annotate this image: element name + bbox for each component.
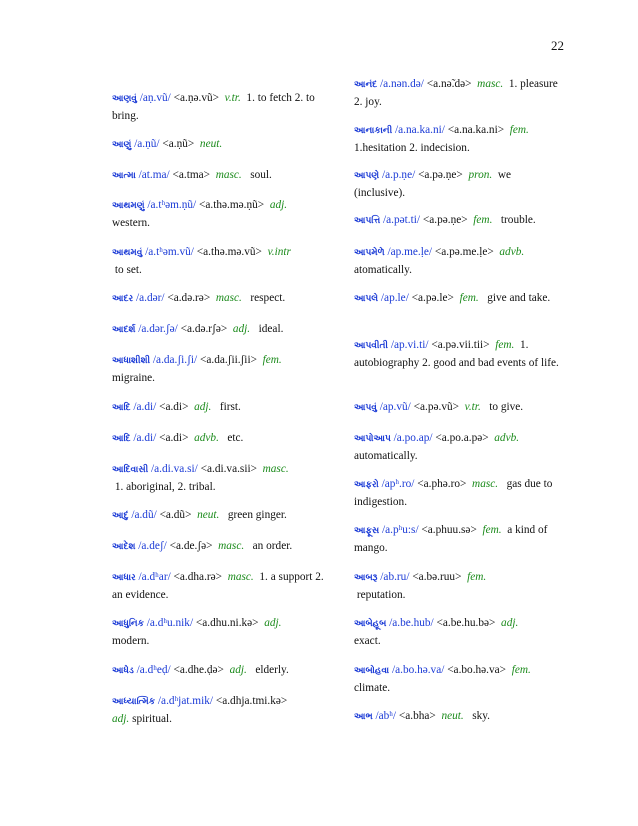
part-of-speech: masc.	[215, 292, 242, 304]
phonetic-form: <a.pə.vii.tii>	[431, 339, 490, 351]
ipa-transcription: /a.dər/	[135, 292, 165, 304]
definition: spiritual.	[132, 712, 172, 725]
part-of-speech: v.intr	[267, 246, 291, 258]
headword: આપલે	[354, 294, 379, 304]
dictionary-entry	[112, 538, 326, 556]
dictionary-entry	[354, 76, 564, 110]
ipa-transcription: /a.di.va.si/	[151, 463, 198, 475]
definition: climate.	[354, 681, 391, 694]
phonetic-form: <a.da.ʃii.ʃii>	[199, 354, 257, 366]
ipa-transcription: /ap.vũ/	[379, 401, 411, 413]
dictionary-entry	[112, 167, 326, 185]
dictionary-entry	[354, 212, 564, 230]
ipa-transcription: /a.dʰar/	[138, 571, 171, 583]
definition: elderly.	[255, 664, 289, 676]
dictionary-entry	[112, 136, 326, 154]
definition: soul.	[250, 169, 272, 181]
part-of-speech: advb.	[494, 432, 520, 444]
definition: western.	[112, 216, 150, 229]
ipa-transcription: /aṇ.vũ/	[139, 92, 171, 104]
phonetic-form: <a.pə.vũ>	[413, 401, 459, 413]
ipa-transcription: /ap.me.ḷe/	[387, 246, 433, 258]
part-of-speech: fem.	[473, 214, 493, 226]
headword: આધુનિક	[112, 619, 144, 629]
dictionary-entry	[354, 615, 564, 649]
part-of-speech: fem.	[511, 664, 531, 676]
dictionary-entry	[112, 399, 326, 417]
definition: to give.	[489, 401, 524, 413]
definition: we (inclusive).	[354, 169, 512, 199]
headword: આપણે	[354, 171, 380, 181]
phonetic-form: <a.də.rə>	[167, 292, 211, 304]
definition: modern.	[112, 634, 150, 647]
ipa-transcription: /a.dʰu.nik/	[146, 617, 194, 629]
phonetic-form: <a.phə.ro>	[417, 478, 467, 490]
phonetic-form: <a.bha>	[398, 710, 436, 722]
ipa-transcription: /a.nən.də/	[380, 78, 424, 90]
headword: આપવીતી	[354, 341, 389, 351]
headword: આફરો	[354, 480, 379, 490]
dictionary-entry	[112, 321, 326, 339]
headword: આદિવાસી	[112, 465, 149, 475]
dictionary-entry	[354, 337, 564, 371]
headword: આદર્શ	[112, 325, 136, 335]
part-of-speech: fem.	[467, 571, 487, 583]
ipa-transcription: /a.na.ka.ni/	[395, 124, 445, 136]
headword: આબોહવા	[354, 666, 390, 676]
phonetic-form: <a.pə.ṇe>	[422, 214, 468, 226]
ipa-transcription: /a.dʰjat.mik/	[157, 695, 214, 707]
headword: આભ	[354, 712, 373, 722]
headword: આપવું	[354, 403, 377, 413]
headword: આનાકાની	[354, 126, 393, 136]
definition: 1. aboriginal, 2. tribal.	[114, 480, 216, 493]
phonetic-form: <a.dhu.ni.kə>	[195, 617, 259, 629]
headword: આદિ	[112, 403, 131, 413]
part-of-speech: fem.	[459, 292, 479, 304]
phonetic-form: <a.di>	[159, 432, 189, 444]
phonetic-form: <a.də.rʃə>	[180, 323, 228, 335]
phonetic-form: <a.dhe.ḍə>	[173, 664, 224, 676]
headword: આફૂસ	[354, 526, 380, 536]
definition: first.	[219, 401, 241, 413]
headword: આથમણું	[112, 201, 145, 211]
part-of-speech: adj.	[194, 401, 212, 413]
part-of-speech: v.tr.	[224, 92, 241, 104]
dictionary-entry	[112, 693, 326, 727]
part-of-speech: neut.	[441, 710, 464, 722]
definition: a kind of mango.	[354, 524, 548, 554]
dictionary-entry	[354, 522, 564, 556]
definition: 1. pleasure 2. joy.	[354, 78, 558, 108]
ipa-transcription: /a.deʃ/	[138, 540, 167, 552]
definition: ideal.	[258, 323, 284, 335]
ipa-transcription: /abʰ/	[375, 710, 397, 722]
headword: આધાર	[112, 573, 136, 583]
definition: reputation.	[356, 588, 406, 601]
headword: આદું	[112, 511, 129, 521]
part-of-speech: masc.	[218, 540, 245, 552]
definition: sky.	[472, 710, 491, 722]
dictionary-entry	[112, 197, 326, 231]
definition: 1.hesitation 2. indecision.	[354, 141, 470, 154]
dictionary-entry	[112, 569, 326, 603]
dictionary-entry	[354, 430, 564, 464]
phonetic-form: <a.dha.rə>	[173, 571, 223, 583]
headword: આદેશ	[112, 542, 136, 552]
dictionary-entry	[354, 569, 564, 603]
phonetic-form: <a.po.a.pə>	[435, 432, 489, 444]
headword: આણું	[112, 140, 132, 150]
part-of-speech: masc.	[477, 78, 504, 90]
ipa-transcription: /at.ma/	[138, 169, 170, 181]
headword: આપોઆપ	[354, 434, 391, 444]
part-of-speech: adj.	[264, 617, 282, 629]
ipa-transcription: /a.pət.ti/	[383, 214, 421, 226]
headword: આત્મા	[112, 171, 136, 181]
dictionary-entry	[112, 352, 326, 386]
page-number: 22	[551, 38, 564, 53]
dictionary-entry	[112, 461, 326, 495]
part-of-speech: masc.	[472, 478, 499, 490]
part-of-speech: pron.	[468, 169, 493, 181]
definition: 1. autobiography 2. good and bad events of life.	[354, 339, 559, 369]
definition: 1. a support 2. an evidence.	[112, 571, 324, 601]
dictionary-entry	[112, 430, 326, 448]
phonetic-form: <a.thə.mə.ṇũ>	[199, 199, 265, 211]
part-of-speech: masc.	[215, 169, 242, 181]
definition: to set.	[114, 263, 142, 276]
headword: આબેહૂબ	[354, 619, 387, 629]
dictionary-entry	[354, 708, 564, 726]
dictionary-entry	[354, 476, 564, 510]
definition: atomatically.	[354, 263, 412, 276]
ipa-transcription: /ap.le/	[380, 292, 409, 304]
phonetic-form: <a.di.va.sii>	[200, 463, 257, 475]
headword: આદિ	[112, 434, 131, 444]
part-of-speech: masc.	[227, 571, 254, 583]
definition: give and take.	[487, 292, 551, 304]
dictionary-entry	[112, 662, 326, 680]
part-of-speech: neut.	[197, 509, 220, 521]
dictionary-entry	[112, 90, 326, 124]
definition: migraine.	[112, 371, 155, 384]
phonetic-form: <a.pə.me.ḷe>	[434, 246, 494, 258]
definition: respect.	[250, 292, 286, 304]
ipa-transcription: /a.po.ap/	[393, 432, 433, 444]
ipa-transcription: /a.di/	[133, 432, 157, 444]
phonetic-form: <a.pə.ṇe>	[418, 169, 463, 181]
definition: automatically.	[354, 449, 418, 462]
part-of-speech: advb.	[499, 246, 525, 258]
part-of-speech: fem.	[262, 354, 282, 366]
headword: આધેડ	[112, 666, 134, 676]
dictionary-entry	[354, 122, 564, 156]
headword: આબરૂ	[354, 573, 378, 583]
part-of-speech: neut.	[199, 138, 223, 150]
phonetic-form: <a.de.ʃə>	[169, 540, 213, 552]
phonetic-form: <a.thə.mə.vũ>	[196, 246, 262, 258]
definition: gas due to indigestion.	[354, 478, 553, 508]
headword: આદર	[112, 294, 134, 304]
phonetic-form: <a.ṇə.vũ>	[173, 92, 219, 104]
part-of-speech: fem.	[482, 524, 502, 536]
phonetic-form: <a.tma>	[172, 169, 211, 181]
ipa-transcription: /a.dər.ʃə/	[138, 323, 178, 335]
phonetic-form: <a.bə.ruu>	[412, 571, 462, 583]
dictionary-entry	[112, 290, 326, 308]
ipa-transcription: /a.di/	[133, 401, 157, 413]
ipa-transcription: /a.p.ṇe/	[381, 169, 416, 181]
part-of-speech: adj.	[229, 664, 247, 676]
ipa-transcription: /a.da.ʃi.ʃi/	[152, 354, 198, 366]
headword: આધ્યાત્મિક	[112, 697, 156, 707]
dictionary-entry	[354, 244, 564, 278]
phonetic-form: <a.bo.hə.va>	[447, 664, 507, 676]
definition: trouble.	[500, 214, 536, 226]
headword: આથમવું	[112, 248, 143, 258]
phonetic-form: <a.dhja.tmi.kə>	[215, 695, 288, 707]
dictionary-entry	[112, 507, 326, 525]
ipa-transcription: /a.bo.hə.va/	[391, 664, 445, 676]
definition: 1. to fetch 2. to bring.	[112, 92, 315, 122]
ipa-transcription: /a.pʰu:s/	[382, 524, 419, 536]
ipa-transcription: /apʰ.ro/	[381, 478, 415, 490]
definition: exact.	[354, 634, 381, 647]
phonetic-form: <a.pə.le>	[411, 292, 454, 304]
phonetic-form: <a.dũ>	[159, 509, 192, 521]
headword: આણવું	[112, 94, 137, 104]
ipa-transcription: /a.tʰəm.vũ/	[145, 246, 194, 258]
definition: an order.	[252, 540, 293, 552]
definition: green ginger.	[227, 509, 287, 521]
phonetic-form: <a.di>	[159, 401, 189, 413]
part-of-speech: adj.	[269, 199, 288, 211]
part-of-speech: masc.	[262, 463, 289, 475]
headword: આનંદ	[354, 80, 378, 90]
phonetic-form: <a.phuu.sə>	[421, 524, 477, 536]
ipa-transcription: /ap.vi.ti/	[390, 339, 429, 351]
headword: આધાશીશી	[112, 356, 151, 366]
dictionary-entry	[354, 662, 564, 696]
ipa-transcription: /a.tʰəm.ṇũ/	[147, 199, 197, 211]
ipa-transcription: /ab.ru/	[380, 571, 410, 583]
ipa-transcription: /a.dʰeḍ/	[136, 664, 171, 676]
part-of-speech: advb.	[194, 432, 219, 444]
dictionary-entry	[112, 244, 326, 278]
part-of-speech: adj.	[501, 617, 519, 629]
part-of-speech: adj.	[232, 323, 251, 335]
dictionary-entry	[354, 167, 564, 201]
phonetic-form: <a.nə̃.də>	[426, 78, 472, 90]
definition: etc.	[227, 432, 244, 444]
dictionary-entry	[354, 399, 564, 417]
phonetic-form: <a.na.ka.ni>	[447, 124, 505, 136]
ipa-transcription: /a.dũ/	[131, 509, 157, 521]
part-of-speech: v.tr.	[464, 401, 481, 413]
headword: આપત્તિ	[354, 216, 381, 226]
ipa-transcription: /a.ṇũ/	[134, 138, 160, 150]
dictionary-entry	[112, 615, 326, 649]
part-of-speech: fem.	[495, 339, 515, 351]
part-of-speech: adj.	[112, 712, 130, 725]
ipa-transcription: /a.be.hub/	[389, 617, 434, 629]
part-of-speech: fem.	[509, 124, 529, 136]
phonetic-form: <a.be.hu.bə>	[436, 617, 496, 629]
phonetic-form: <a.ṇũ>	[162, 138, 195, 150]
headword: આપમેળે	[354, 248, 385, 258]
dictionary-entry	[354, 290, 564, 308]
